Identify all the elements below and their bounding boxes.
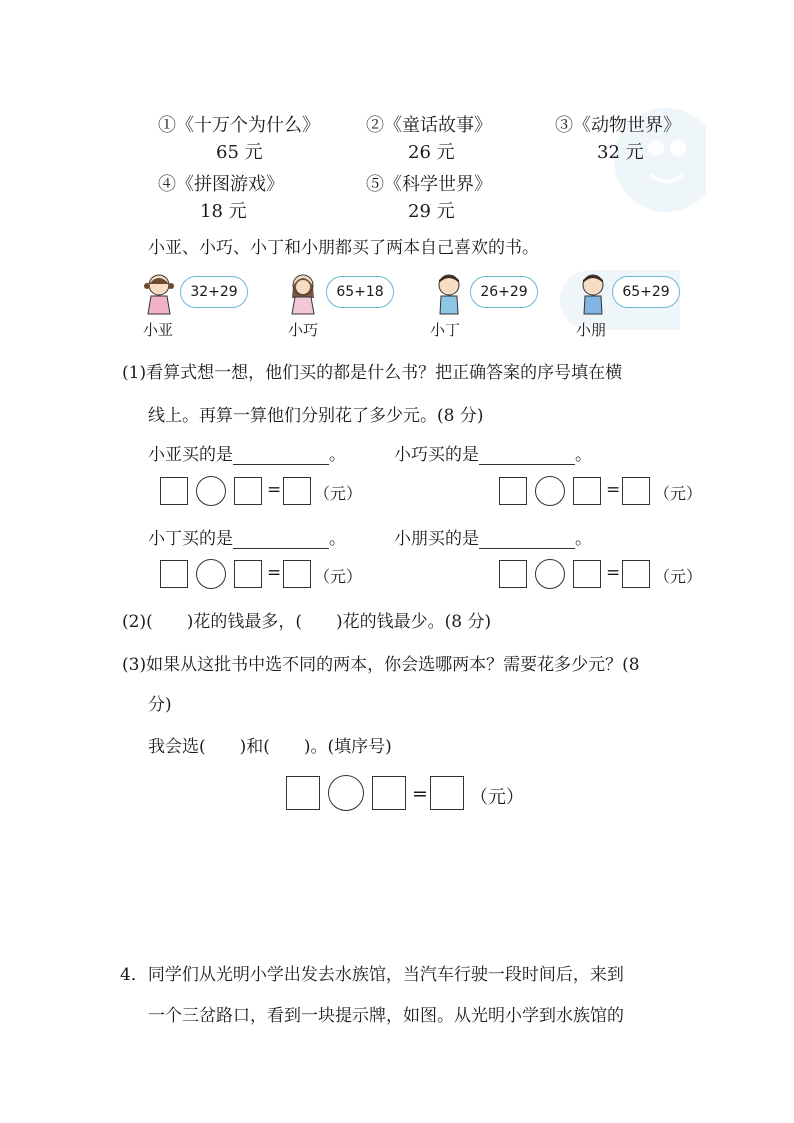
answer-box[interactable] xyxy=(573,477,601,505)
answer-box[interactable] xyxy=(430,776,464,810)
q1-xiaopeng-answer: 小朋买的是 。 xyxy=(394,529,592,549)
book-4-price: 18 元 xyxy=(200,201,247,222)
book-5-title: ⑤《科学世界》 xyxy=(366,174,492,195)
intro-text: 小亚、小巧、小丁和小朋都买了两本自己喜欢的书。 xyxy=(148,238,539,258)
yuan-unit: （元） xyxy=(654,567,703,586)
name-xiaoding: 小丁 xyxy=(430,321,461,339)
name-xiaoya: 小亚 xyxy=(143,321,174,339)
bubble-xiaoding: 26+29 xyxy=(470,276,538,308)
q3-line1: (3)如果从这批书中选不同的两本，你会选哪两本？需要花多少元？(8 xyxy=(122,655,640,675)
answer-box[interactable] xyxy=(499,477,527,505)
q4-line2: 一个三岔路口，看到一块提示牌，如图。从光明小学到水族馆的 xyxy=(148,1006,624,1026)
yuan-unit: （元） xyxy=(654,484,703,503)
q4-line1: 4．同学们从光明小学出发去水族馆，当汽车行驶一段时间后，来到 xyxy=(120,965,624,985)
bubble-xiaoqiao: 65+18 xyxy=(326,276,394,308)
answer-box[interactable] xyxy=(573,560,601,588)
name-xiaopeng: 小朋 xyxy=(576,321,607,339)
boy-figure-icon xyxy=(574,272,612,318)
answer-box[interactable] xyxy=(286,776,320,810)
girl-figure-icon xyxy=(284,272,322,318)
kid-xiaoqiao xyxy=(284,272,322,322)
q1-xiaoya-answer: 小亚买的是 。 xyxy=(148,445,346,465)
operator-circle[interactable] xyxy=(535,559,565,589)
book-5-price: 29 元 xyxy=(408,201,455,222)
boy-figure-icon xyxy=(430,272,468,318)
xiaoqiao-blank[interactable] xyxy=(479,446,575,465)
xiaoding-blank[interactable] xyxy=(233,530,329,549)
equals-sign: = xyxy=(412,783,428,805)
book-2-title: ②《童话故事》 xyxy=(366,115,492,136)
operator-circle[interactable] xyxy=(535,476,565,506)
bubble-xiaopeng: 65+29 xyxy=(612,276,680,308)
yuan-unit: （元） xyxy=(314,484,363,503)
answer-box[interactable] xyxy=(234,560,262,588)
book-1-title: ①《十万个为什么》 xyxy=(158,115,320,136)
answer-box[interactable] xyxy=(622,477,650,505)
equals-sign: = xyxy=(267,563,282,583)
q1-xiaoding-answer: 小丁买的是 。 xyxy=(148,529,346,549)
answer-box[interactable] xyxy=(283,477,311,505)
yuan-unit: （元） xyxy=(314,567,363,586)
yuan-unit: （元） xyxy=(470,787,524,808)
equals-sign: = xyxy=(606,480,621,500)
answer-box[interactable] xyxy=(622,560,650,588)
book-3-title: ③《动物世界》 xyxy=(555,115,681,136)
answer-box[interactable] xyxy=(160,477,188,505)
book-3-price: 32 元 xyxy=(597,142,644,163)
kid-xiaoding xyxy=(430,272,468,322)
answer-box[interactable] xyxy=(372,776,406,810)
answer-box[interactable] xyxy=(234,477,262,505)
operator-circle[interactable] xyxy=(328,775,364,811)
q1-line2: 线上。再算一算他们分别花了多少元。(8 分) xyxy=(148,406,484,426)
operator-circle[interactable] xyxy=(196,559,226,589)
equals-sign: = xyxy=(267,480,282,500)
name-xiaoqiao: 小巧 xyxy=(288,321,319,339)
equals-sign: = xyxy=(606,563,621,583)
xiaoya-blank[interactable] xyxy=(233,446,329,465)
book-1-price: 65 元 xyxy=(216,142,263,163)
answer-box[interactable] xyxy=(499,560,527,588)
q3-choose-line: 我会选( )和( )。(填序号) xyxy=(148,737,392,757)
book-4-title: ④《拼图游戏》 xyxy=(158,174,284,195)
q1-xiaoqiao-answer: 小巧买的是 。 xyxy=(394,445,592,465)
answer-box[interactable] xyxy=(283,560,311,588)
q3-line2: 分) xyxy=(148,695,172,715)
bubble-xiaoya: 32+29 xyxy=(180,276,248,308)
girl-figure-icon xyxy=(140,272,178,318)
kid-xiaopeng xyxy=(574,272,612,322)
q2-line: (2)( )花的钱最多，( )花的钱最少。(8 分) xyxy=(122,612,492,632)
xiaopeng-blank[interactable] xyxy=(479,530,575,549)
book-2-price: 26 元 xyxy=(408,142,455,163)
answer-box[interactable] xyxy=(160,560,188,588)
q1-line1: (1)看算式想一想，他们买的都是什么书？把正确答案的序号填在横 xyxy=(122,363,623,383)
operator-circle[interactable] xyxy=(196,476,226,506)
kid-xiaoya xyxy=(140,272,178,322)
